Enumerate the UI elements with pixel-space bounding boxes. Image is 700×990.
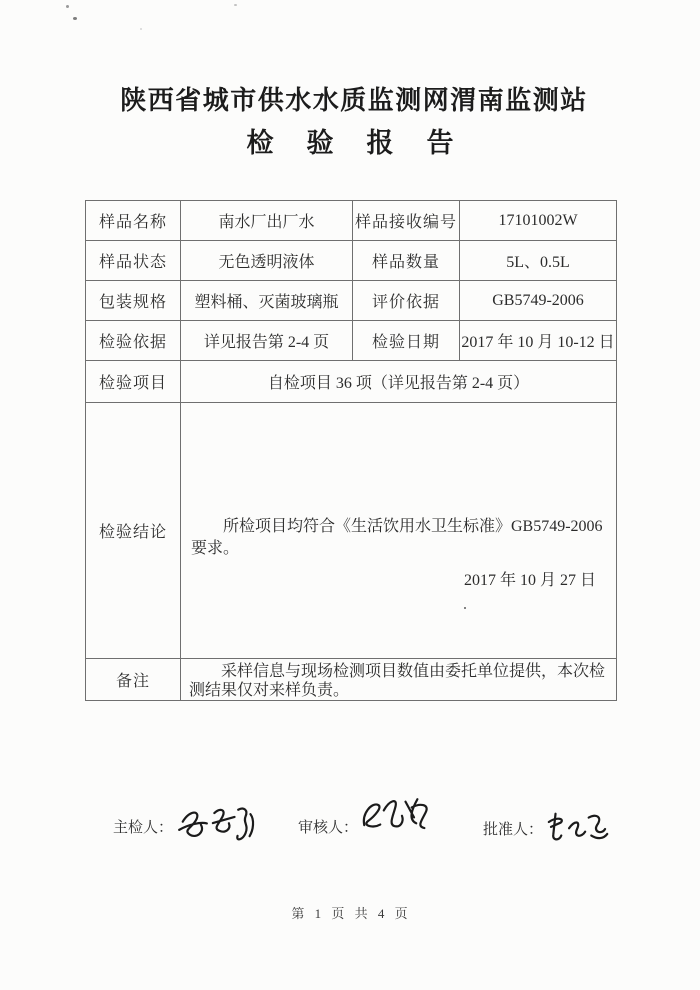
label-sample-quantity: 样品数量 [353,241,460,281]
table-row [86,403,617,659]
value-evaluation-basis: GB5749-2006 [460,281,617,321]
label-inspection-items: 检验项目 [86,361,181,403]
organization-title: 陕西省城市供水水质监测网渭南监测站 [120,86,588,115]
remark-cell [181,659,617,701]
label-conclusion: 检验结论 [86,403,181,659]
table-row [86,659,617,701]
conclusion-text: 所检项目均符合《生活饮用水卫生标准》GB5749-2006 要求。 [191,517,603,557]
inspector-signature-block [113,800,283,862]
value-packaging-spec: 塑料桶、灭菌玻璃瓶 [181,281,353,321]
inspector-label: 主检人： [113,820,174,836]
approver-signature-block [483,800,653,862]
table-row [86,361,617,403]
conclusion-date: 2017 年 10 月 27 日 [463,572,596,589]
inspector-signature [170,798,261,855]
report-title: 检验报告 [246,128,487,158]
reviewer-label: 审核人： [298,820,359,836]
reviewer-signature-block [298,796,468,858]
scan-speck [73,17,77,20]
scan-speck [464,607,466,609]
label-packaging-spec: 包装规格 [86,281,181,321]
page-number-footer: 第 1 页 共 4 页 [291,906,409,921]
label-sample-name: 样品名称 [86,201,181,241]
label-inspection-basis: 检验依据 [86,321,181,361]
value-receipt-number: 17101002W [460,201,617,241]
value-inspection-items: 自检项目 36 项（详见报告第 2-4 页） [181,361,617,403]
value-inspection-date: 2017 年 10 月 10-12 日 [460,321,617,361]
label-sample-state: 样品状态 [86,241,181,281]
approver-signature [540,805,613,849]
label-evaluation-basis: 评价依据 [353,281,460,321]
value-sample-quantity: 5L、0.5L [460,241,617,281]
table-row [86,321,617,361]
approver-label: 批准人： [483,822,544,838]
scan-speck [234,4,237,6]
report-info-table [85,200,617,701]
table-row [86,281,617,321]
reviewer-signature [353,791,439,844]
value-inspection-basis: 详见报告第 2-4 页 [181,321,353,361]
scan-speck [66,5,69,8]
table-row [86,241,617,281]
label-inspection-date: 检验日期 [353,321,460,361]
value-sample-name: 南水厂出厂水 [181,201,353,241]
label-remark: 备注 [86,659,181,701]
table-row [86,201,617,241]
remark-text: 采样信息与现场检测项目数值由委托单位提供，本次检测结果仅对来样负责。 [189,663,606,699]
conclusion-cell [181,403,617,659]
label-receipt-number: 样品接收编号 [353,201,460,241]
scan-speck [140,28,142,30]
value-sample-state: 无色透明液体 [181,241,353,281]
